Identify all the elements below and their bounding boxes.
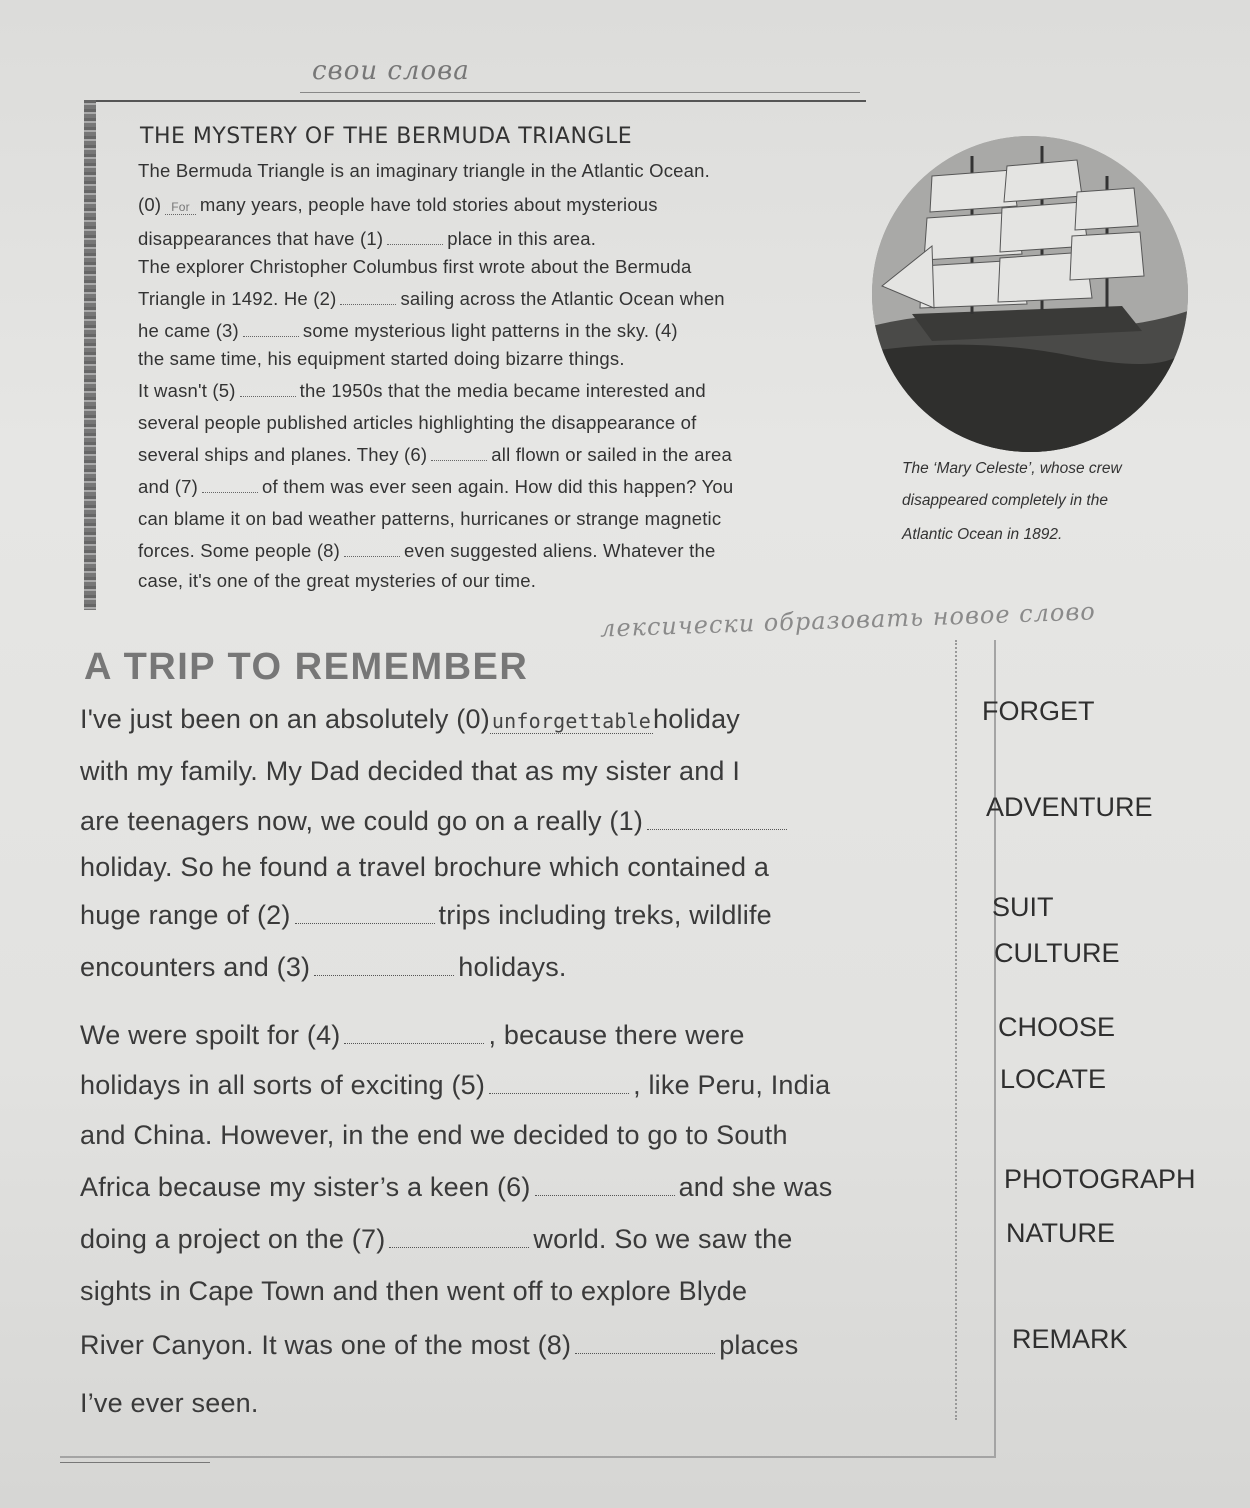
- bermuda-line-text: It wasn't (5): [138, 380, 236, 401]
- answer-blank[interactable]: [243, 335, 299, 337]
- example-answer: For: [165, 200, 196, 215]
- answer-blank[interactable]: [535, 1194, 675, 1196]
- bermuda-line-text: some mysterious light patterns in the sky. (4): [302, 320, 678, 341]
- bermuda-line-text: disappearances that have (1): [138, 228, 384, 249]
- answer-blank[interactable]: [389, 1246, 529, 1248]
- trip-line-text: sights in Cape Town and then went off to explore Blyde: [80, 1276, 748, 1306]
- trip-line-text: holiday. So he found a travel brochure which contained a: [80, 852, 770, 882]
- trip-line: [80, 1330, 798, 1361]
- trip-line-text: huge range of (2): [80, 900, 291, 930]
- bermuda-line: [138, 160, 710, 182]
- trip-line-text: I’ve ever seen.: [80, 1388, 259, 1418]
- trip-line: [80, 756, 740, 787]
- bermuda-line-text: Triangle in 1492. He (2): [138, 288, 337, 309]
- answer-blank[interactable]: [575, 1352, 715, 1354]
- bottom-rule: [60, 1462, 210, 1463]
- bermuda-line-text: even suggested aliens. Whatever the: [404, 540, 716, 561]
- trip-title: A TRIP TO REMEMBER: [84, 646, 529, 688]
- trip-line-text: River Canyon. It was one of the most (8): [80, 1330, 572, 1360]
- handwritten-note-middle: лексически образовать новое слово: [599, 597, 1097, 643]
- bermuda-line-text: place in this area.: [447, 228, 597, 249]
- trip-line-text: doing a project on the (7): [80, 1224, 386, 1254]
- keyword-locate: LOCATE: [1000, 1064, 1107, 1094]
- handwritten-note-top: свои слова: [312, 56, 470, 86]
- trip-line-text: and China. However, in the end we decided to go to South: [80, 1120, 788, 1150]
- bermuda-line: [138, 320, 678, 342]
- keyword-choose: CHOOSE: [998, 1012, 1116, 1042]
- trip-line: [80, 1020, 745, 1051]
- trip-line: [80, 1388, 259, 1419]
- answer-blank[interactable]: [314, 974, 454, 976]
- bermuda-line-text: the same time, his equipment started doing bizarre things.: [138, 348, 625, 369]
- trip-line: [80, 1224, 793, 1255]
- bermuda-line: [138, 256, 691, 278]
- keyword-column-divider: [955, 640, 957, 1420]
- trip-line-text: with my family. My Dad decided that as my sister and I: [80, 756, 741, 786]
- keyword-suit: SUIT: [992, 892, 1054, 922]
- bermuda-line: [138, 476, 733, 498]
- bermuda-line-text: he came (3): [138, 320, 239, 341]
- trip-line: [80, 1120, 788, 1151]
- bermuda-line: [138, 540, 715, 562]
- trip-line-text: places: [719, 1330, 799, 1360]
- keyword-adventure: ADVENTURE: [986, 792, 1153, 822]
- trip-line-text: I've just been on an absolutely (0): [80, 704, 490, 734]
- handwritten-underline: [300, 92, 860, 93]
- bermuda-line-text: and (7): [138, 476, 199, 497]
- trip-line-text: , because there were: [488, 1020, 745, 1050]
- ship-illustration-icon: [872, 136, 1188, 452]
- trip-line-text: encounters and (3): [80, 952, 311, 982]
- bermuda-line: [138, 194, 658, 216]
- trip-line-text: , like Peru, India: [633, 1070, 831, 1100]
- bermuda-line-text: the 1950s that the media became interested and: [299, 380, 706, 401]
- keyword-nature: NATURE: [1006, 1218, 1116, 1248]
- bermuda-line-text: many years, people have told stories about mysterious: [199, 194, 658, 215]
- bermuda-line-text: all flown or sailed in the area: [491, 444, 732, 465]
- trip-line: [80, 900, 772, 931]
- ship-photo: [872, 136, 1188, 452]
- trip-line-text: world. So we saw the: [533, 1224, 793, 1254]
- bermuda-line-text: case, it's one of the great mysteries of our time.: [138, 570, 537, 591]
- bermuda-line: [138, 228, 596, 250]
- trip-line-text: trips including treks, wildlife: [438, 900, 772, 930]
- keyword-forget: FORGET: [982, 696, 1095, 726]
- bermuda-line-text: forces. Some people (8): [138, 540, 341, 561]
- answer-blank[interactable]: [431, 459, 487, 461]
- bermuda-section-bar: [84, 100, 96, 610]
- bermuda-line: [138, 444, 732, 466]
- trip-line: [80, 852, 769, 883]
- bermuda-line: [138, 508, 721, 530]
- bermuda-line: [138, 288, 725, 310]
- trip-line: [80, 704, 740, 735]
- answer-blank[interactable]: [202, 491, 258, 493]
- answer-blank[interactable]: [387, 243, 443, 245]
- bermuda-line: [138, 570, 536, 592]
- bermuda-line-text: can blame it on bad weather patterns, hurricanes or strange magnetic: [138, 508, 722, 529]
- bermuda-line: [138, 380, 706, 402]
- bermuda-line: [138, 348, 625, 370]
- photo-caption-line-1: The ‘Mary Celeste’, whose crew: [902, 460, 1122, 477]
- trip-line-text: Africa because my sister’s a keen (6): [80, 1172, 531, 1202]
- bermuda-line-text: The Bermuda Triangle is an imaginary triangle in the Atlantic Ocean.: [138, 160, 710, 181]
- bermuda-line-text: several people published articles highlighting the disappearance of: [138, 412, 697, 433]
- trip-line-text: and she was: [678, 1172, 833, 1202]
- bermuda-line-text: (0): [138, 194, 162, 215]
- keyword-culture: CULTURE: [994, 938, 1120, 968]
- trip-line: [80, 1276, 747, 1307]
- trip-line: [80, 952, 567, 983]
- bermuda-title: THE MYSTERY OF THE BERMUDA TRIANGLE: [140, 124, 633, 149]
- trip-line: [80, 806, 791, 837]
- answer-blank[interactable]: [240, 395, 296, 397]
- answer-blank[interactable]: [340, 303, 396, 305]
- bermuda-line-text: several ships and planes. They (6): [138, 444, 428, 465]
- bermuda-line-text: The explorer Christopher Columbus first wrote about the Bermuda: [138, 256, 692, 277]
- photo-caption-line-2: disappeared completely in the: [902, 492, 1108, 509]
- answer-blank[interactable]: [647, 828, 787, 830]
- trip-line-text: holidays in all sorts of exciting (5): [80, 1070, 486, 1100]
- answer-blank[interactable]: [344, 1042, 484, 1044]
- answer-blank[interactable]: [344, 555, 400, 557]
- keyword-photograph: PHOTOGRAPH: [1004, 1164, 1196, 1194]
- photo-caption-line-3: Atlantic Ocean in 1892.: [902, 526, 1063, 543]
- bermuda-line: [138, 412, 697, 434]
- trip-line-text: holidays.: [458, 952, 567, 982]
- trip-line-text: are teenagers now, we could go on a really (1): [80, 806, 644, 836]
- answer-blank[interactable]: [295, 922, 435, 924]
- example-answer: unforgettable: [491, 709, 652, 733]
- trip-line-text: holiday: [653, 704, 741, 734]
- bermuda-line-text: sailing across the Atlantic Ocean when: [400, 288, 725, 309]
- trip-line: [80, 1172, 832, 1203]
- bermuda-line-text: of them was ever seen again. How did this happen? You: [262, 476, 734, 497]
- trip-line: [80, 1070, 830, 1101]
- trip-line-text: We were spoilt for (4): [80, 1020, 341, 1050]
- answer-blank[interactable]: [489, 1092, 629, 1094]
- keyword-remark: REMARK: [1012, 1324, 1128, 1354]
